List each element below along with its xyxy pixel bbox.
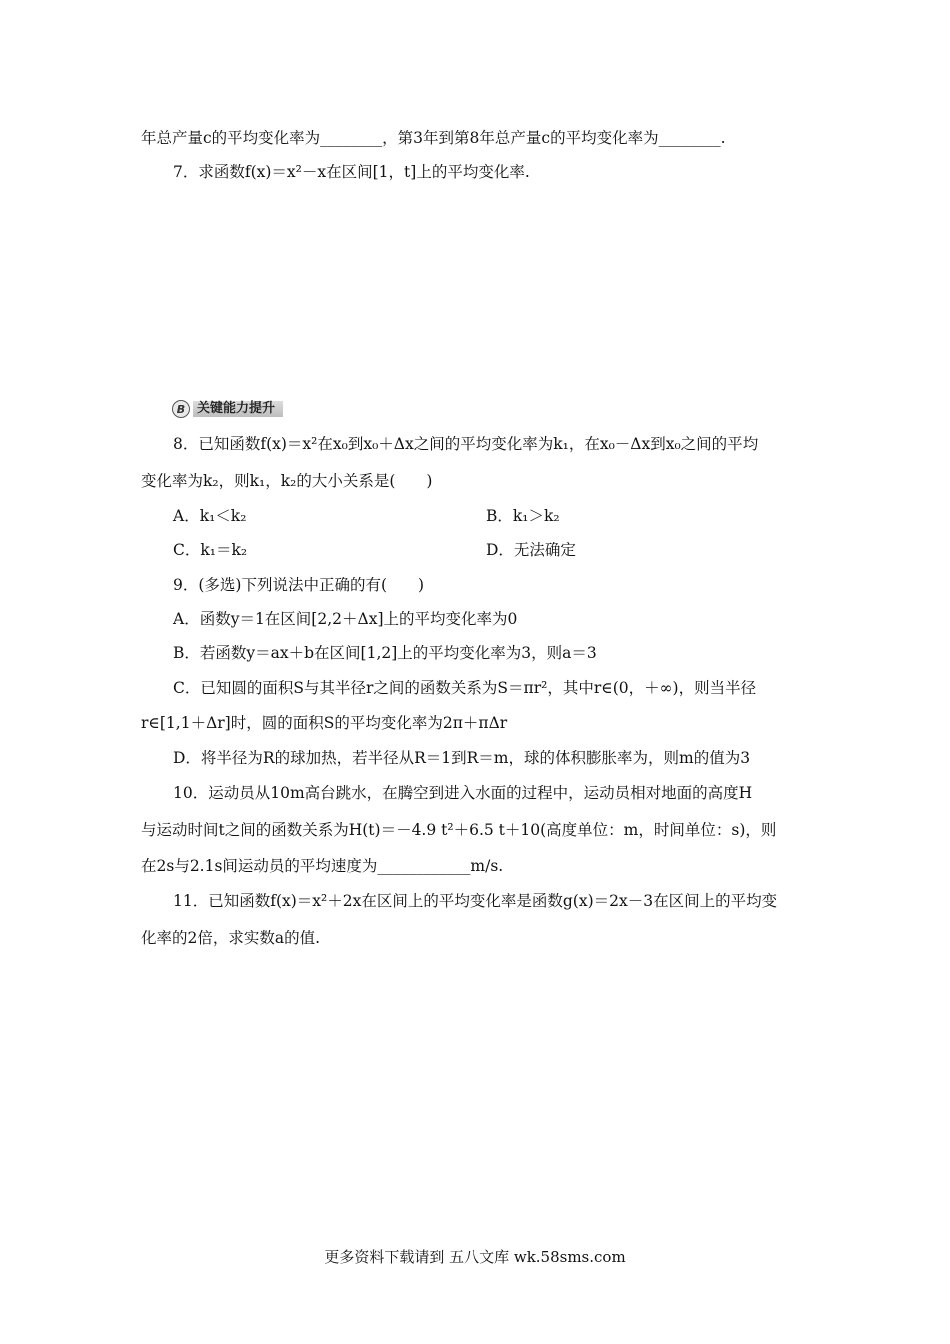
question-10-line-2: 与运动时间t之间的函数关系为H(t)＝－4.9 t²＋6.5 t＋10(高度单位：m，时间单位：s)，则	[141, 821, 777, 839]
question-8-option-b: B．k₁＞k₂	[486, 507, 560, 525]
question-9-option-c-line-2: r∈[1,1＋Δr]时，圆的面积S的平均变化率为2π＋πΔr	[141, 714, 508, 732]
section-title: 关键能力提升	[193, 401, 283, 417]
question-9-option-d: D．将半径为R的球加热，若半径从R＝1到R＝m，球的体积膨胀率为，则m的值为3	[173, 749, 751, 767]
question-8-option-a: A．k₁＜k₂	[173, 507, 247, 525]
question-8-option-d: D．无法确定	[486, 541, 576, 559]
question-9-option-a: A．函数y＝1在区间[2,2＋Δx]上的平均变化率为0	[173, 610, 518, 628]
question-6-continuation: 年总产量c的平均变化率为________，第3年到第8年总产量c的平均变化率为________.	[141, 129, 726, 147]
section-b-icon: B	[172, 400, 190, 418]
question-11-line-2: 化率的2倍，求实数a的值.	[141, 929, 321, 947]
question-10-line-1: 10．运动员从10m高台跳水，在腾空到进入水面的过程中，运动员相对地面的高度H	[173, 784, 753, 802]
question-8-option-c: C．k₁＝k₂	[173, 541, 248, 559]
footer-link[interactable]: 更多资料下载请到 五八文库 wk.58sms.com	[324, 1248, 626, 1266]
question-8-line-2: 变化率为k₂，则k₁，k₂的大小关系是( )	[141, 472, 433, 490]
question-8-line-1: 8．已知函数f(x)＝x²在x₀到x₀＋Δx之间的平均变化率为k₁，在x₀－Δx到x₀之间的平均	[173, 435, 759, 453]
question-9-option-c-line-1: C．已知圆的面积S与其半径r之间的函数关系为S＝πr²，其中r∈(0，＋∞)，则当半径	[173, 679, 757, 697]
question-9-option-b: B．若函数y＝ax＋b在区间[1,2]上的平均变化率为3，则a＝3	[173, 644, 597, 662]
question-11-line-1: 11．已知函数f(x)＝x²＋2x在区间上的平均变化率是函数g(x)＝2x－3在区间上的平均变	[173, 892, 778, 910]
question-9: 9．(多选)下列说法中正确的有( )	[173, 576, 425, 594]
section-header	[172, 398, 290, 420]
question-7: 7．求函数f(x)＝x²－x在区间[1，t]上的平均变化率.	[173, 163, 530, 181]
question-10-line-3: 在2s与2.1s间运动员的平均速度为____________m/s.	[141, 857, 504, 875]
